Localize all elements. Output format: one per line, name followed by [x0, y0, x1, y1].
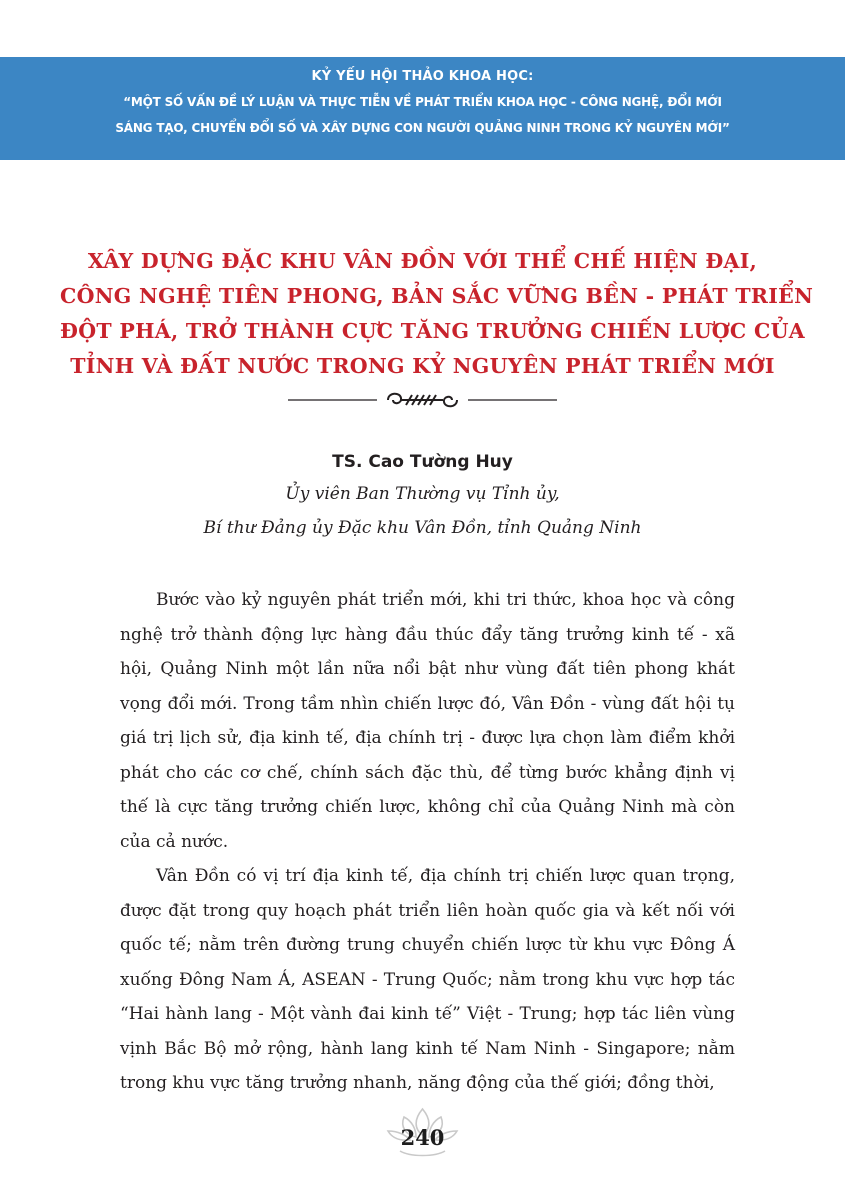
header-line-3: SÁNG TẠO, CHUYỂN ĐỔI SỐ VÀ XÂY DỰNG CON NGƯỜI QUẢNG NINH TRONG KỶ NGUYÊN MỚI” [115, 121, 730, 135]
header-line-1: KỶ YẾU HỘI THẢO KHOA HỌC: [311, 69, 534, 84]
header-line-2: “MỘT SỐ VẤN ĐỀ LÝ LUẬN VÀ THỰC TIỄN VỀ PHÁT TRIỂN KHOA HỌC - CÔNG NGHỆ, ĐỔI MỚI [123, 95, 722, 109]
title-divider-ornament [280, 386, 565, 416]
page-number: 240 [400, 1125, 445, 1150]
body-paragraph-2: Vân Đồn có vị trí địa kinh tế, địa chính trị chiến lược quan trọng, được đặt trong quy hoạch phát triển liên hoàn quốc gia và kết nối với quốc tế; nằm trên đường trung chuyển chiến lược từ khu vực Đông Á xuống Đông Nam Á, ASEAN - Trung Quốc; nằm trong khu vực hợp tác “Hai hành lang - Một vành đai kinh tế” Việt - Trung; hợp tác liên vùng vịnh Bắc Bộ mở rộng, hành lang kinh tế Nam Ninh - Singapore; nằm trong khu vực tăng trưởng nhanh, năng động của thế giới; đồng thời, [120, 866, 735, 1093]
title-line-3: ĐỘT PHÁ, TRỞ THÀNH CỰC TĂNG TRƯỞNG CHIẾN LƯỢC CỦA [60, 319, 805, 343]
title-line-1: XÂY DỰNG ĐẶC KHU VÂN ĐỒN VỚI THỂ CHẾ HIỆN ĐẠI, [87, 249, 758, 273]
title-line-4: TỈNH VÀ ĐẤT NƯỚC TRONG KỶ NGUYÊN PHÁT TRIỂN MỚI [70, 354, 775, 378]
author-position-1: Ủy viên Ban Thường vụ Tỉnh ủy, [285, 484, 560, 504]
article-body [120, 583, 735, 1101]
page-number-badge [380, 1105, 465, 1165]
body-paragraph-1: Bước vào kỷ nguyên phát triển mới, khi tri thức, khoa học và công nghệ trở thành động lực hàng đầu thúc đẩy tăng trưởng kinh tế - xã hội, Quảng Ninh một lần nữa nổi bật như vùng đất tiên phong khát vọng đổi mới. Trong tầm nhìn chiến lược đó, Vân Đồn - vùng đất hội tụ giá trị lịch sử, địa kinh tế, địa chính trị - được lựa chọn làm điểm khởi phát cho các cơ chế, chính sách đặc thù, để từng bước khẳng định vị thế là cực tăng trưởng chiến lược, không chỉ của Quảng Ninh mà còn của cả nước. [120, 590, 735, 852]
author-name: TS. Cao Tường Huy [332, 452, 513, 472]
header-banner [0, 57, 845, 160]
title-line-2: CÔNG NGHỆ TIÊN PHONG, BẢN SẮC VỮNG BỀN - PHÁT TRIỂN [60, 284, 814, 308]
article-title [60, 244, 814, 384]
author-position-2: Bí thư Đảng ủy Đặc khu Vân Đồn, tỉnh Quảng Ninh [203, 518, 642, 538]
author-block [0, 447, 845, 545]
